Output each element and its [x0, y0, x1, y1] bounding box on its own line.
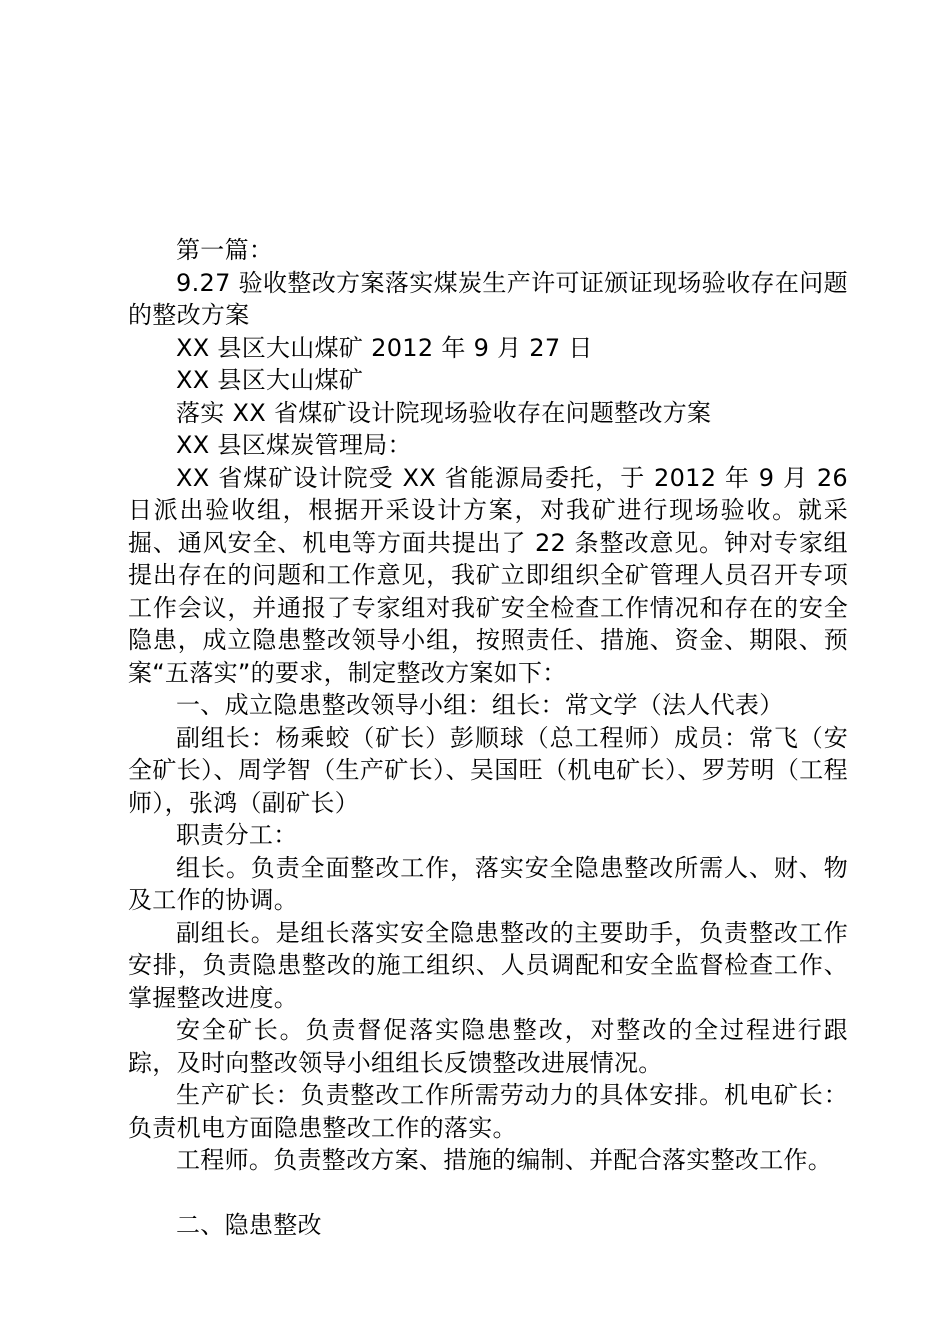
body-paragraph-duties-heading: 职责分工： — [176, 821, 298, 849]
document-body — [128, 234, 848, 1241]
body-paragraph-deputy: 副组长。是组长落实安全隐患整改的主要助手，负责整改工作安排，负责隐患整改的施工组织、人员调配和安全监督检查工作、掌握整改进度。 — [128, 918, 848, 1012]
section-heading-2: 二、隐患整改 — [176, 1210, 322, 1239]
body-paragraph-leader: 组长。负责全面整改工作，落实安全隐患整改所需人、财、物及工作的协调。 — [128, 853, 848, 914]
document-title: 9.27 验收整改方案落实煤炭生产许可证颁证现场验收存在问题的整改方案 — [128, 268, 848, 329]
body-paragraph-engineer: 工程师。负责整改方案、措施的编制、并配合落实整改工作。 — [176, 1146, 833, 1174]
body-paragraph-members: 副组长：杨乘蛟（矿长）彭顺球（总工程师）成员：常飞（安全矿长）、周学智（生产矿长）、吴国旺（机电矿长）、罗芳明（工程师），张鸿（副矿长） — [128, 723, 848, 817]
issuer-date-line: XX 县区大山煤矿 2012 年 9 月 27 日 — [176, 333, 593, 362]
plan-title: 落实 XX 省煤矿设计院现场验收存在问题整改方案 — [176, 398, 712, 427]
body-paragraph-intro: XX 省煤矿设计院受 XX 省能源局委托，于 2012 年 9 月 26 日派出验收组，根据开采设计方案，对我矿进行现场验收。就采掘、通风安全、机电等方面共提出了 22 条整改意见。钟对专家组提出存在的问题和工作意见，我矿立即组织全矿管理人员召开专项工作会议，并通报了专家组对我矿安全检查工作情况和存在的安全隐患，成立隐患整改领导小组，按照责任、措施、资金、期限、预案“五落实”的要求，制定整改方案如下： — [128, 463, 848, 687]
section-heading: 第一篇： — [176, 236, 274, 264]
issuer-line: XX 县区大山煤矿 — [176, 366, 364, 394]
body-paragraph-safety: 安全矿长。负责督促落实隐患整改，对整改的全过程进行跟踪，及时向整改领导小组组长反馈整改进展情况。 — [128, 1016, 848, 1077]
addressee: XX 县区煤炭管理局： — [176, 431, 412, 459]
body-paragraph-production: 生产矿长：负责整改工作所需劳动力的具体安排。机电矿长：负责机电方面隐患整改工作的落实。 — [128, 1081, 848, 1142]
body-paragraph-group: 一、成立隐患整改领导小组：组长：常文学（法人代表） — [176, 691, 784, 719]
